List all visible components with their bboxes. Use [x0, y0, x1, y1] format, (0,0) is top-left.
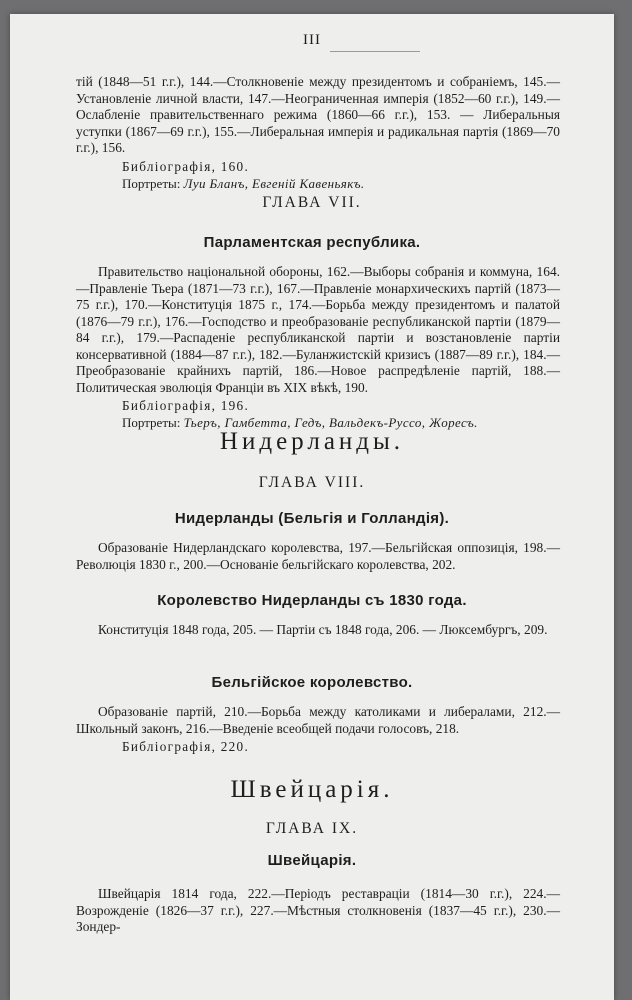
chapter-7-body — [76, 264, 560, 431]
netherlands-part-title: Нидерланды. — [219, 428, 405, 455]
belgium-bibliography: Библіографія, 220. — [122, 739, 250, 754]
portraits-names: Тьеръ, Гамбетта, Гедъ, Вальдекъ-Руссо, Жоресъ. — [183, 415, 478, 430]
belgium-title: Бельгійское королевство. — [211, 674, 413, 691]
chapter-9-paragraph: Швейцарія 1814 года, 222.—Періодъ реставраціи (1814—30 г.г.), 224.—Возрожденіе (1826—37 г.г.), 227.—Мѣстныя столкновенія (1837—45 г.г.), 230.—Зондер- — [76, 886, 560, 934]
kingdom-netherlands-body — [76, 622, 560, 639]
chapter-7-paragraph: Правительство національной обороны, 162.—Выборы собранія и коммуна, 164.—Правленіе Тьера (1871—73 г.г.), 167.—Правленіе монархическихъ партій (1873—75 г.г.), 170.—Конституція 1875 г., 174.—Борьба между президентомъ и палатой (1876—79 г.г.), 176.—Господство и преобразованіе республиканской партіи (1879—84 г.г.), 179.—Распаденіе республиканской партіи и возстановленіе партіи консервативной (1884—87 г.г.), 182.—Буланжистскій кризисъ (1887—89 г.г.), 184.—Преобразованіе крайнихъ партій, 186.—Новое распредѣленіе партій, 188.—Политическая эволюція Франціи въ XIX вѣкѣ, 190. — [76, 264, 560, 395]
chapter-7-bibliography: Библіографія, 196. — [122, 398, 250, 413]
book-page — [10, 14, 614, 1000]
chapter-7-heading: ГЛАВА VII. — [262, 194, 362, 211]
belgium-body — [76, 704, 560, 755]
chapter-8-heading: ГЛАВА VIII. — [258, 474, 366, 491]
chapter-9-title: Швейцарія. — [267, 852, 357, 869]
portraits-names: Луи Бланъ, Евгеній Кавеньякъ. — [183, 175, 365, 191]
portraits-label: Портреты: — [122, 175, 181, 191]
folio-rule — [330, 51, 420, 52]
belgium-paragraph: Образованіе партій, 210.—Борьба между католиками и либералами, 212.—Школьный законъ, 216.—Введеніе всеобщей подачи голосовъ, 218. — [76, 704, 560, 736]
switzerland-part-title: Швейцарія. — [230, 776, 394, 803]
chapter-8-title: Нидерланды (Бельгія и Голландія). — [174, 510, 450, 527]
intro-bibliography: Библіографія, 160. — [122, 158, 250, 174]
chapter-8-body — [76, 540, 560, 573]
intro-portraits — [122, 175, 560, 192]
intro-paragraph: тій (1848—51 г.г.), 144.—Столкновеніе между президентомъ и собраніемъ, 145.—Установленіе личной власти, 147.—Неограниченная имперія (1852—60 г.г.), 149.—Ослабленіе правительственнаго режима (1860—66 г.г.), 153. — Либеральныя уступки (1867—69 г.г.), 155.—Либеральная имперія и радикальная партія (1869—70 г.г.), 156. — [76, 74, 560, 155]
chapter-8-paragraph: Образованіе Нидерландскаго королевства, 197.—Бельгійская оппозиція, 198.—Революція 1830 г., 200.—Основаніе бельгійскаго королевства, 202. — [76, 540, 560, 572]
chapter-9-body — [76, 886, 560, 936]
chapter-7-title: Парламентская республика. — [203, 234, 421, 251]
page-folio: III — [303, 32, 321, 48]
kingdom-netherlands-paragraph: Конституція 1848 года, 205. — Партіи съ 1848 года, 206. — Люксембургъ, 209. — [98, 622, 548, 637]
portraits-label: Портреты: — [122, 415, 181, 430]
chapter-9-heading: ГЛАВА IX. — [265, 820, 359, 837]
kingdom-netherlands-title: Королевство Нидерланды съ 1830 года. — [157, 592, 467, 609]
page-content — [76, 74, 560, 192]
